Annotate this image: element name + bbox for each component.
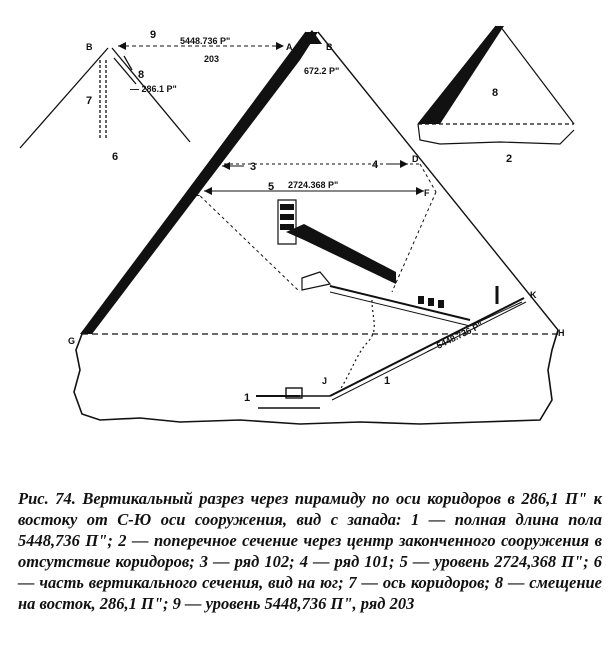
grand-gallery <box>278 200 470 326</box>
label-C: C <box>212 154 219 164</box>
level-5-arrow-right <box>416 187 424 195</box>
label-A: A <box>286 42 293 52</box>
label-six: 6 <box>112 151 119 163</box>
pyramid-right-face <box>318 32 558 330</box>
label-level-9: 5448.736 P" <box>180 36 231 46</box>
label-one-left: 1 <box>244 392 251 404</box>
label-E: E <box>194 188 201 198</box>
label-H: H <box>558 328 565 338</box>
inset-cross-section <box>418 26 574 144</box>
label-K: K <box>530 290 537 300</box>
label-B-left: B <box>86 42 93 52</box>
label-row-203: 203 <box>204 54 220 64</box>
label-apex-offset: 672.2 P" <box>304 66 340 76</box>
label-one-mid: 1 <box>384 375 391 387</box>
label-J: J <box>322 376 328 386</box>
label-two: 2 <box>506 153 513 165</box>
label-D: D <box>412 154 419 164</box>
label-B-right: B <box>326 42 333 52</box>
label-inset-mark: 8 <box>492 87 499 99</box>
top-left-section <box>20 48 190 148</box>
label-four: 4 <box>372 159 379 171</box>
label-floor-length: — 5448.736 P" <box>424 319 485 356</box>
level-5-arrow-left <box>204 187 212 195</box>
subterranean-chamber <box>256 388 330 408</box>
label-three: 3 <box>250 161 257 173</box>
label-five: 5 <box>268 181 275 193</box>
bedrock-outline <box>74 330 558 424</box>
label-F: F <box>424 188 430 198</box>
label-G: G <box>68 336 76 346</box>
left-casing-wedge <box>80 32 318 334</box>
label-nine: 9 <box>150 29 157 41</box>
label-level-5: 2724.368 P" <box>288 180 339 190</box>
level-9-arrow-left <box>118 42 126 50</box>
level-9-arrow-right <box>276 42 284 50</box>
label-eight: 8 <box>138 69 145 81</box>
label-seven: 7 <box>86 95 93 107</box>
label-offset-286: — 286.1 P" <box>130 84 177 94</box>
figure-caption: Рис. 74. Вертикальный разрез через пирамиду по оси коридоров в 286,1 П" к востоку от С-Ю оси сооружения, вид с запада: 1 — полная длина пола 5448,736 П"; 2 — поперечное сечение через центр законченного сооружения в отсутствие коридоров; 3 — ряд 102; 4 — ряд 101; 5 — уровень 2724,368 П"; 6 — часть вертикального сечения, вид на юг; 7 — ось коридоров; 8 — смещение на восток, 286,1 П"; 9 — уровень 5448,736 П", ряд 203 <box>18 489 602 613</box>
